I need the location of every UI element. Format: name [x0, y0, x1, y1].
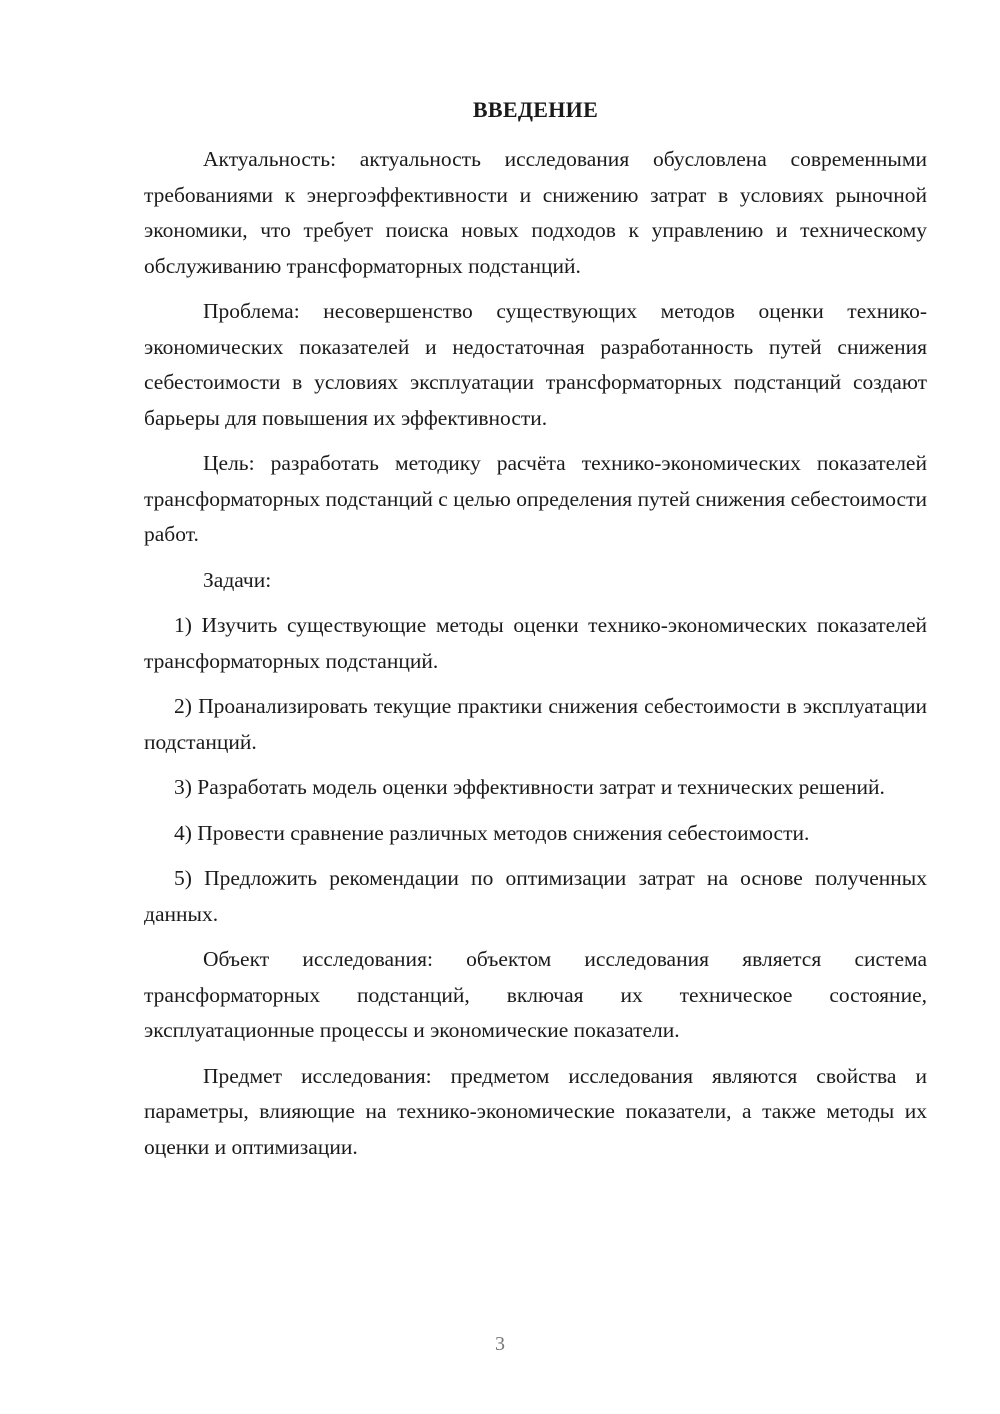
subject-paragraph: Предмет исследования: предметом исследования являются свойства и параметры, влияющие на технико-экономические показатели, а также методы их оценки и оптимизации.	[144, 1063, 927, 1159]
object-paragraph: Объект исследования: объектом исследования является система трансформаторных подстанций, включая их техническое состояние, эксплуатационные процессы и экономические показатели.	[144, 947, 927, 1042]
task-item-3: 3) Разработать модель оценки эффективности затрат и технических решений.	[174, 775, 885, 799]
task-item-2: 2) Проанализировать текущие практики снижения себестоимости в эксплуатации подстанций.	[144, 694, 927, 754]
problem-paragraph: Проблема: несовершенство существующих методов оценки технико-экономических показателей и недостаточная разработанность путей снижения себестоимости в условиях эксплуатации трансформаторных подстанций создают барьеры для повышения их эффективности.	[144, 299, 927, 430]
task-item-4: 4) Провести сравнение различных методов снижения себестоимости.	[174, 820, 810, 845]
goal-paragraph: Цель: разработать методику расчёта технико-экономических показателей трансформаторных подстанций с целью определения путей снижения себестоимости работ.	[144, 451, 927, 546]
page-content	[144, 94, 927, 1165]
section-title: ВВЕДЕНИЕ	[472, 97, 599, 122]
page-number: 3	[495, 1333, 505, 1355]
relevance-paragraph: Актуальность: актуальность исследования обусловлена современными требованиями к энергоэффективности и снижению затрат в условиях рыночной экономики, что требует поиска новых подходов к управлению и техническому обслуживанию трансформаторных подстанций.	[144, 147, 927, 278]
task-item-5: 5) Предложить рекомендации по оптимизации затрат на основе полученных данных.	[144, 866, 927, 926]
task-item-1: 1) Изучить существующие методы оценки технико-экономических показателей трансформаторных подстанций.	[144, 613, 927, 673]
tasks-heading: Задачи:	[203, 567, 272, 592]
